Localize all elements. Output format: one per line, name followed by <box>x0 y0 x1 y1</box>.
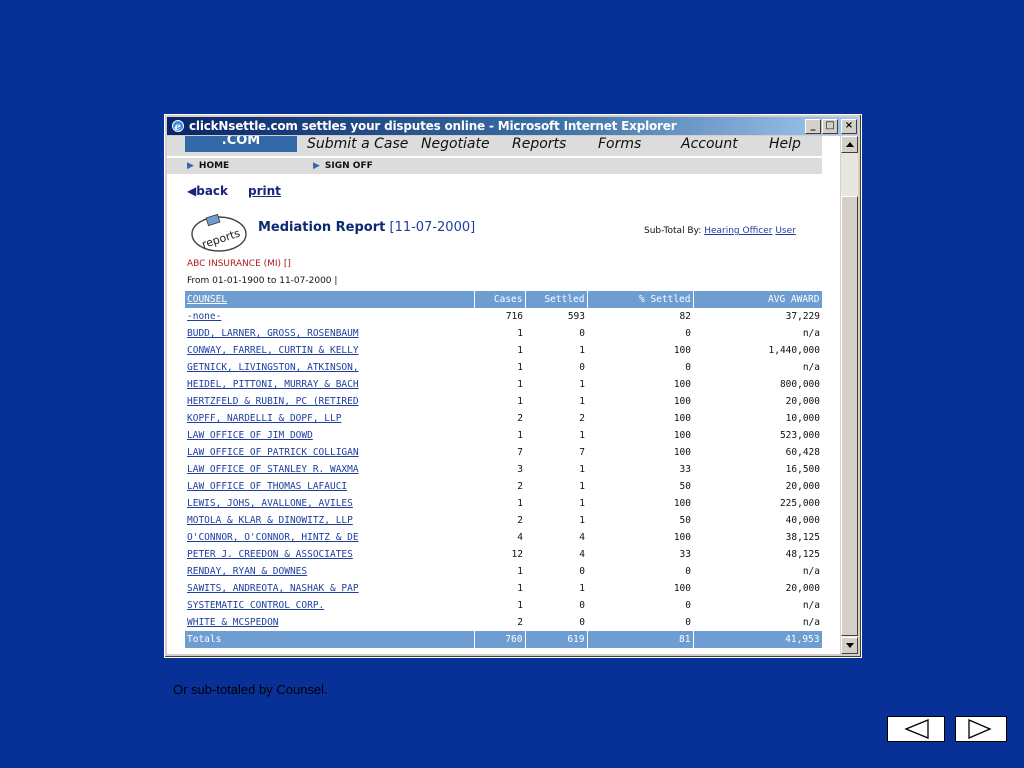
counsel-cell[interactable]: LEWIS, JOHS, AVALLONE, AVILES <box>187 498 353 509</box>
nav-negotiate[interactable]: Negotiate <box>421 136 490 152</box>
pct-settled-cell: 82 <box>679 311 691 322</box>
cases-cell: 2 <box>517 413 523 424</box>
settled-cell: 2 <box>579 413 585 424</box>
table-row <box>185 393 822 410</box>
settled-cell: 1 <box>579 379 585 390</box>
avg-award-cell: 60,428 <box>785 447 820 458</box>
avg-award-cell: 20,000 <box>785 396 820 407</box>
table-header-row <box>185 291 822 308</box>
avg-award-cell: n/a <box>802 566 820 577</box>
table-row <box>185 478 822 495</box>
subtotal-user-link[interactable]: User <box>775 226 796 236</box>
scrollbar-thumb[interactable] <box>841 196 858 636</box>
table-row <box>185 495 822 512</box>
subtotal-hearing-officer-link[interactable]: Hearing Officer <box>704 226 773 236</box>
pct-settled-cell: 100 <box>673 379 691 390</box>
pct-settled-cell: 33 <box>679 464 691 475</box>
avg-award-cell: 20,000 <box>785 583 820 594</box>
sub-nav-bar <box>167 158 822 174</box>
print-link[interactable]: print <box>248 184 281 198</box>
minimize-button[interactable]: _ <box>805 119 821 134</box>
settled-cell: 4 <box>579 549 585 560</box>
table-row <box>185 376 822 393</box>
cases-cell: 2 <box>517 481 523 492</box>
col-header-pct-settled: % Settled <box>587 291 693 308</box>
sign-off-link[interactable] <box>313 158 373 174</box>
counsel-cell[interactable]: HERTZFELD & RUBIN, PC (RETIRED <box>187 396 359 407</box>
totals-pct-settled: 81 <box>587 631 693 648</box>
settled-cell: 0 <box>579 600 585 611</box>
counsel-cell[interactable]: LAW OFFICE OF THOMAS LAFAUCI <box>187 481 348 492</box>
counsel-cell[interactable]: LAW OFFICE OF PATRICK COLLIGAN <box>187 447 359 458</box>
client-name: ABC INSURANCE (MI) [] <box>187 259 291 269</box>
table-row <box>185 427 822 444</box>
settled-cell: 1 <box>579 583 585 594</box>
totals-row <box>185 631 822 648</box>
cases-cell: 1 <box>517 362 523 373</box>
avg-award-cell: n/a <box>802 362 820 373</box>
counsel-cell[interactable]: PETER J. CREEDON & ASSOCIATES <box>187 549 353 560</box>
pct-settled-cell: 50 <box>679 515 691 526</box>
vertical-scrollbar[interactable] <box>841 136 858 654</box>
pct-settled-cell: 100 <box>673 583 691 594</box>
settled-cell: 1 <box>579 396 585 407</box>
settled-cell: 0 <box>579 566 585 577</box>
triangle-right-icon <box>956 717 1006 741</box>
cases-cell: 1 <box>517 498 523 509</box>
counsel-cell[interactable]: KOPFF, NARDELLI & DOPF, LLP <box>187 413 342 424</box>
settled-cell: 593 <box>567 311 585 322</box>
svg-text:e: e <box>174 122 181 133</box>
avg-award-cell: 10,000 <box>785 413 820 424</box>
pct-settled-cell: 100 <box>673 498 691 509</box>
nav-reports[interactable]: Reports <box>512 136 567 152</box>
title-bar <box>167 117 858 135</box>
avg-award-cell: 16,500 <box>785 464 820 475</box>
cases-cell: 2 <box>517 515 523 526</box>
pct-settled-cell: 0 <box>685 617 691 628</box>
table-row <box>185 546 822 563</box>
totals-settled: 619 <box>525 631 587 648</box>
avg-award-cell: 225,000 <box>779 498 820 509</box>
table-row <box>185 308 822 325</box>
table-row <box>185 563 822 580</box>
cases-cell: 12 <box>511 549 523 560</box>
triangle-left-icon <box>888 717 944 741</box>
col-header-settled: Settled <box>525 291 587 308</box>
avg-award-cell: n/a <box>802 600 820 611</box>
close-button[interactable]: × <box>841 119 857 134</box>
counsel-cell[interactable]: BUDD, LARNER, GROSS, ROSENBAUM <box>187 328 359 339</box>
avg-award-cell: 38,125 <box>785 532 820 543</box>
pct-settled-cell: 0 <box>685 566 691 577</box>
cases-cell: 1 <box>517 379 523 390</box>
triangle-right-icon: ▶ <box>313 161 320 171</box>
counsel-cell[interactable]: WHITE & MCSPEDON <box>187 617 279 628</box>
table-row <box>185 580 822 597</box>
pct-settled-cell: 100 <box>673 413 691 424</box>
back-link[interactable] <box>187 184 228 198</box>
report-table <box>185 291 823 648</box>
settled-cell: 0 <box>579 362 585 373</box>
cases-cell: 716 <box>505 311 523 322</box>
settled-cell: 1 <box>579 481 585 492</box>
table-row <box>185 342 822 359</box>
counsel-cell[interactable]: SAWITS, ANDREOTA, NASHAK & PAP <box>187 583 359 594</box>
cases-cell: 1 <box>517 345 523 356</box>
pct-settled-cell: 100 <box>673 345 691 356</box>
settled-cell: 1 <box>579 464 585 475</box>
nav-submit-case[interactable]: Submit a Case <box>307 136 409 152</box>
counsel-cell[interactable]: SYSTEMATIC CONTROL CORP. <box>187 600 325 611</box>
avg-award-cell: n/a <box>802 328 820 339</box>
table-row <box>185 444 822 461</box>
pct-settled-cell: 100 <box>673 430 691 441</box>
next-slide-button[interactable] <box>955 716 1007 742</box>
pct-settled-cell: 0 <box>685 328 691 339</box>
avg-award-cell: 1,440,000 <box>768 345 820 356</box>
cases-cell: 1 <box>517 583 523 594</box>
cases-cell: 3 <box>517 464 523 475</box>
avg-award-cell: 20,000 <box>785 481 820 492</box>
previous-slide-button[interactable] <box>887 716 945 742</box>
avg-award-cell: 523,000 <box>779 430 820 441</box>
counsel-cell[interactable]: GETNICK, LIVINGSTON, ATKINSON, <box>187 362 359 373</box>
back-label: back <box>196 184 229 198</box>
counsel-cell[interactable]: O'CONNOR, O'CONNOR, HINTZ & DE <box>187 532 359 543</box>
totals-label: Totals <box>185 631 474 648</box>
table-row <box>185 461 822 478</box>
sign-off-label: SIGN OFF <box>324 161 373 171</box>
settled-cell: 4 <box>579 532 585 543</box>
counsel-cell[interactable]: HEIDEL, PITTONI, MURRAY & BACH <box>187 379 359 390</box>
maximize-button[interactable]: □ <box>822 119 838 134</box>
nav-help[interactable]: Help <box>769 136 801 152</box>
settled-cell: 1 <box>579 515 585 526</box>
report-date: [11-07-2000] <box>389 220 476 235</box>
table-row <box>185 410 822 427</box>
home-label: HOME <box>198 161 230 171</box>
triangle-right-icon: ▶ <box>187 161 194 171</box>
settled-cell: 7 <box>579 447 585 458</box>
col-header-avg-award: AVG AWARD <box>693 291 822 308</box>
counsel-cell[interactable]: -none- <box>187 311 222 322</box>
subtotal-by <box>644 226 796 236</box>
counsel-cell[interactable]: CONWAY, FARREL, CURTIN & KELLY <box>187 345 359 356</box>
back-arrow-icon: ◀ <box>187 184 197 198</box>
pct-settled-cell: 0 <box>685 362 691 373</box>
browser-window <box>164 114 862 658</box>
settled-cell: 1 <box>579 498 585 509</box>
pct-settled-cell: 100 <box>673 396 691 407</box>
col-header-counsel[interactable]: COUNSEL <box>185 291 474 308</box>
counsel-cell[interactable]: LAW OFFICE OF JIM DOWD <box>187 430 313 441</box>
date-range: From 01-01-1900 to 11-07-2000 | <box>187 276 338 286</box>
counsel-cell[interactable]: MOTOLA & KLAR & DINOWITZ, LLP <box>187 515 353 526</box>
scroll-down-arrow-icon[interactable] <box>841 637 858 654</box>
settled-cell: 1 <box>579 345 585 356</box>
avg-award-cell: 40,000 <box>785 515 820 526</box>
scroll-up-arrow-icon[interactable] <box>841 136 858 153</box>
avg-award-cell: n/a <box>802 617 820 628</box>
table-row <box>185 597 822 614</box>
subtotal-label: Sub-Total By: <box>644 226 702 236</box>
totals-avg-award: 41,953 <box>693 631 822 648</box>
avg-award-cell: 37,229 <box>785 311 820 322</box>
pct-settled-cell: 50 <box>679 481 691 492</box>
cases-cell: 1 <box>517 600 523 611</box>
table-row <box>185 614 822 631</box>
counsel-cell[interactable]: LAW OFFICE OF STANLEY R. WAXMA <box>187 464 359 475</box>
page-content <box>167 136 840 654</box>
cases-cell: 4 <box>517 532 523 543</box>
home-link[interactable] <box>187 158 229 174</box>
reports-icon <box>189 210 253 254</box>
cases-cell: 1 <box>517 396 523 407</box>
slide-caption: Or sub-totaled by Counsel. <box>173 682 328 697</box>
reports-icon-label: reports <box>200 226 242 252</box>
report-title <box>258 220 475 235</box>
report-title-text: Mediation Report <box>258 220 386 235</box>
app-nav-bar <box>167 136 822 156</box>
brand-logo[interactable]: .COM <box>185 136 297 152</box>
cases-cell: 1 <box>517 566 523 577</box>
avg-award-cell: 48,125 <box>785 549 820 560</box>
settled-cell: 1 <box>579 430 585 441</box>
internet-explorer-icon <box>171 119 185 133</box>
cases-cell: 7 <box>517 447 523 458</box>
cases-cell: 1 <box>517 328 523 339</box>
window-title: clickNsettle.com settles your disputes online - Microsoft Internet Explorer <box>189 119 677 133</box>
cases-cell: 1 <box>517 430 523 441</box>
cases-cell: 2 <box>517 617 523 628</box>
totals-cases: 760 <box>474 631 525 648</box>
table-row <box>185 529 822 546</box>
pct-settled-cell: 33 <box>679 549 691 560</box>
pct-settled-cell: 100 <box>673 447 691 458</box>
table-row <box>185 359 822 376</box>
counsel-cell[interactable]: RENDAY, RYAN & DOWNES <box>187 566 308 577</box>
col-header-cases: Cases <box>474 291 525 308</box>
settled-cell: 0 <box>579 328 585 339</box>
pct-settled-cell: 0 <box>685 600 691 611</box>
table-row <box>185 512 822 529</box>
nav-forms[interactable]: Forms <box>598 136 642 152</box>
table-row <box>185 325 822 342</box>
nav-account[interactable]: Account <box>681 136 738 152</box>
avg-award-cell: 800,000 <box>779 379 820 390</box>
settled-cell: 0 <box>579 617 585 628</box>
pct-settled-cell: 100 <box>673 532 691 543</box>
